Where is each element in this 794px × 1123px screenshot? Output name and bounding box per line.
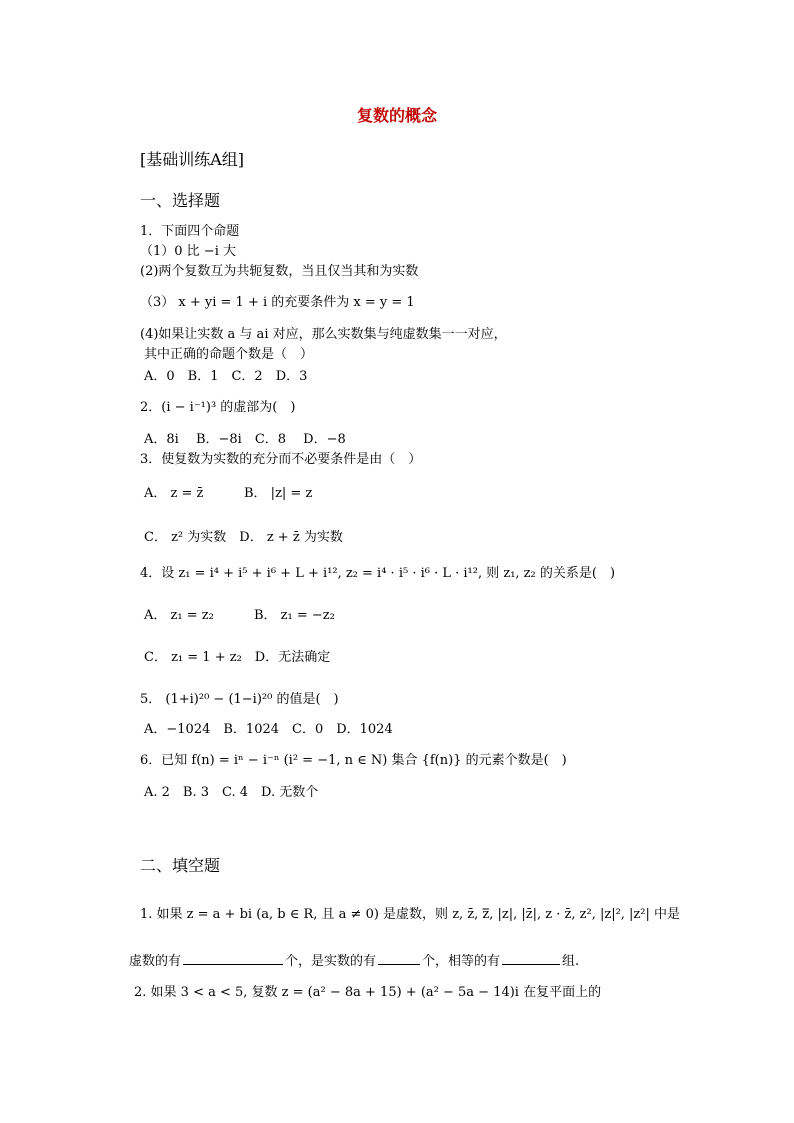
question-6-options: A. 2 B. 3 C. 4 D. 无数个 [144, 785, 319, 800]
question-1-ask: 其中正确的命题个数是（ ） [144, 347, 314, 362]
question-2-stem: 2．(i − i⁻¹)³ 的虚部为( ) [140, 400, 296, 415]
answer-blank-3[interactable] [502, 952, 560, 965]
question-6-stem: 6．已知 f(n) = iⁿ − i⁻ⁿ (i² = −1, n ∈ N) 集合 {f(n)} 的元素个数是( ) [140, 753, 567, 768]
section-heading-choice: 一、选择题 [140, 191, 221, 210]
fill-1-text-a: 虚数的有 [129, 954, 182, 969]
question-4-option-b: B． z₁ = −z₂ [254, 608, 335, 623]
question-5-options: A．−1024 B．1024 C．0 D．1024 [144, 722, 393, 737]
question-1-proposition-1: （1）0 比 −i 大 [140, 244, 236, 259]
question-4-option-a: A． z₁ = z₂ [144, 608, 214, 623]
question-3-stem: 3．使复数为实数的充分而不必要条件是由（ ） [140, 452, 422, 467]
question-1-proposition-3: （3） x + yi = 1 + i 的充要条件为 x = y = 1 [140, 295, 415, 310]
fill-1-text-c: 个，相等的有 [422, 954, 501, 969]
question-3-options-c-d: C． z² 为实数 D． z + z̄ 为实数 [144, 530, 343, 545]
fill-1-line-2 [129, 952, 579, 970]
question-2-options: A．8i B．−8i C．8 D．−8 [144, 432, 346, 447]
question-4-options-c-d: C． z₁ = 1 + z₂ D．无法确定 [144, 650, 331, 665]
question-4-stem: 4．设 z₁ = i⁴ + i⁵ + i⁶ + L + i¹², z₂ = i⁴ · i⁵ · i⁶ · L · i¹², 则 z₁, z₂ 的关系是( ) [140, 566, 616, 581]
question-3-option-a: A． z = z̄ [144, 486, 204, 501]
question-1-proposition-4: (4)如果让实数 a 与 ai 对应，那么实数集与纯虚数集一一对应， [140, 327, 507, 342]
answer-blank-2[interactable] [378, 952, 420, 965]
question-1-stem: 1．下面四个命题 [140, 224, 240, 239]
question-1-options: A．0 B．1 C．2 D．3 [144, 369, 308, 384]
question-1-proposition-2: (2)两个复数互为共轭复数，当且仅当其和为实数 [140, 264, 419, 279]
page-title: 复数的概念 [356, 106, 437, 125]
question-5-stem: 5． (1+i)²⁰ − (1−i)²⁰ 的值是( ) [140, 692, 339, 707]
fill-1-line-1: 1. 如果 z = a + bi (a, b ∈ R, 且 a ≠ 0) 是虚数，则 z, z̄, z̿, |z|, |z̄|, z · z̄, z², |z|², |z²| 中是 [140, 907, 681, 922]
fill-1-text-d: 组. [562, 954, 580, 969]
group-heading: [基础训练A组] [140, 150, 245, 169]
section-heading-fill: 二、填空题 [140, 856, 221, 875]
question-3-option-b: B． |z| = z [244, 486, 313, 501]
answer-blank-1[interactable] [183, 952, 283, 965]
fill-2-line-1: 2. 如果 3 < a < 5, 复数 z = (a² − 8a + 15) + (a² − 5a − 14)i 在复平面上的 [134, 985, 602, 1000]
fill-1-text-b: 个，是实数的有 [285, 954, 377, 969]
